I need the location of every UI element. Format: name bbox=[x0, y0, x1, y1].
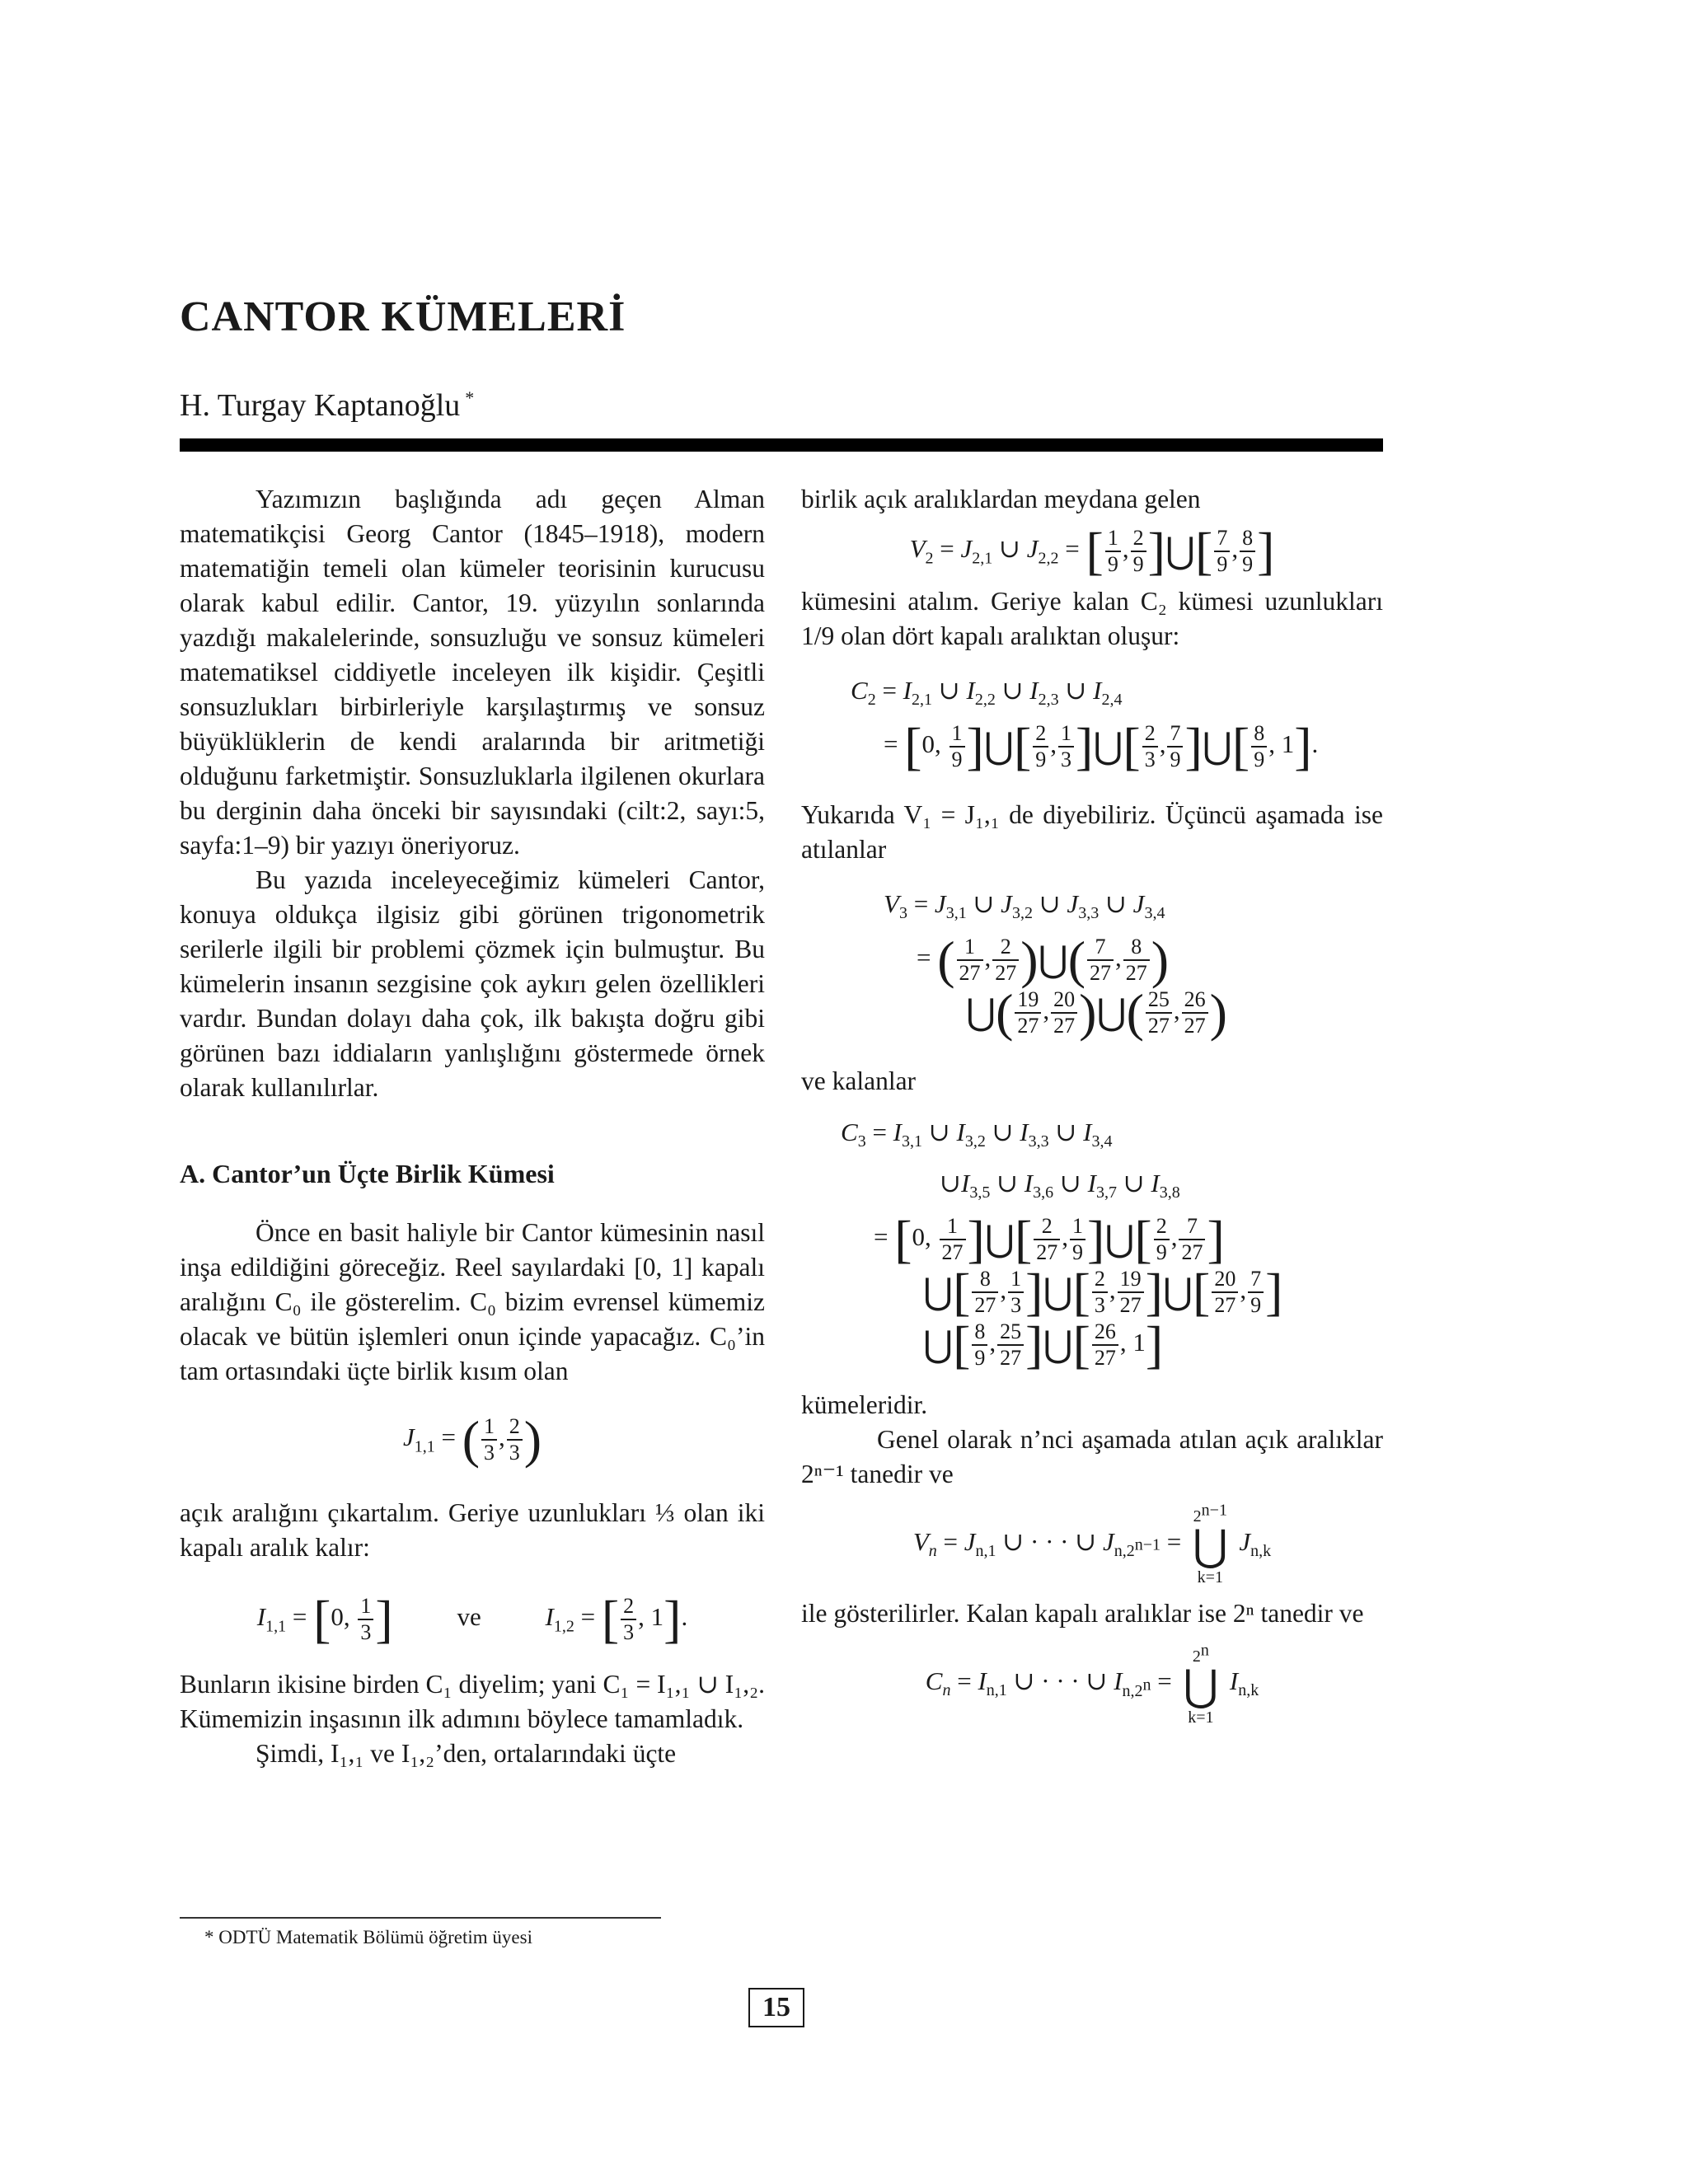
paragraph-c1: Bunların ikisine birden C₁ diyelim; yani C₁ = I₁,₁ ∪ I₁,₂. Kümemizin inşasının ilk adımını böylece tamamladık. bbox=[180, 1670, 765, 1733]
equation-v3: $V_3 = J_{3,1}$ ∪ $J_{3,2}$ ∪ $J_{3,3}$ ∪ $J_{3,4}$ = ( $\frac{1}{27}$ , $\frac{2}{27}$ )⋃( $\frac{7}{27}$ , $\frac{8}{27}$ ) ⋃( $\frac{19}{27}$ , $\frac{20}{27}$ )⋃( $\frac{25}{27}$ , $\frac{26}{27}$ ) bbox=[884, 889, 1227, 1043]
equation-j11: $J_{1,1}$ = ( $\frac{1}{3}$ , $\frac{2}{3}$ ) bbox=[402, 1410, 542, 1469]
equation-vn: $V_n = J_{n,1}$ ∪ · · · ∪ $J_{n,2^{n-1}} = 2^{n-1}$ ⋃ k=1 $J_{n,k}$ bbox=[912, 1501, 1272, 1587]
equation-c2: $C_2 = I_{2,1}$ ∪ $I_{2,2}$ ∪ $I_{2,3}$ ∪ $I_{2,4}$ = [0, $\frac{1}{9}$ ]⋃[ $\frac{2}{9}$ , $\frac{1}{3}$ ]⋃[ $\frac{2}{3}$ , $\frac{7}{9}$ ]⋃[ $\frac{8}{9}$ , 1]. bbox=[851, 676, 1319, 776]
page-title: CANTOR KÜMELERİ bbox=[180, 293, 626, 340]
paragraph-next-step: Şimdi, I₁,₁ ve I₁,₂’den, ortalarındaki üçte bbox=[256, 1739, 677, 1768]
page-number: 15 bbox=[748, 1988, 804, 2027]
author-footnote-mark: * bbox=[465, 387, 475, 409]
paragraph-closed-intervals: ile gösterilirler. Kalan kapalı aralıklar ise 2ⁿ tanedir ve bbox=[801, 1599, 1364, 1629]
paragraph-c2-intro: kümesini atalım. Geriye kalan C₂ kümesi uzunlukları 1/9 olan dört kapalı aralıktan oluşur: bbox=[801, 587, 1383, 650]
section-heading: A. Cantor’un Üçte Birlik Kümesi bbox=[180, 1159, 555, 1188]
paragraph-cantor-sets: Bu yazıda inceleyeceğimiz kümeleri Cantor, konuya oldukça ilgisiz gibi görünen trigonometrik serilerle ilgili bir problemi çözmek için bulmuştur. Bu kümelerin insanın sezgisine çok aykırı gelen özellikleri vardır. Bundan dolayı daha çok, ilk bakışta doğru gibi görünen bazı iddiaların yanlışlığını göstermede örnek olarak kullanılırlar. bbox=[180, 865, 765, 1102]
author-name: H. Turgay Kaptanoğlu bbox=[180, 388, 461, 423]
paragraph-construction: Önce en basit haliyle bir Cantor kümesinin nasıl inşa edildiğini göreceğiz. Reel sayılardaki [0, 1] kapalı aralığını C₀ ile gösterelim. C₀ bizim evrensel kümemiz olacak ve bütün işlemleri onun içinde yapacağız. C₀’in tam ortasındaki üçte birlik kısım olan bbox=[180, 1218, 765, 1385]
paragraph-open-intervals: birlik açık aralıklardan meydana gelen bbox=[801, 485, 1201, 513]
equation-c3: $C_3 = I_{3,1}$ ∪ $I_{3,2}$ ∪ $I_{3,3}$ ∪ $I_{3,4}$ $\cup I_{3,5}$ ∪ $I_{3,6}$ ∪ $I_{3,7}$ ∪ $I_{3,8}$ = [0, $\frac{1}{27}$ ]⋃[ $\frac{2}{27}$ , $\frac{1}{9}$ ]⋃[ $\frac{2}{9}$ , $\frac{7}{27}$ ] ⋃[ $\frac{8}{27}$ , $\frac{1}{3}$ ]⋃[ $\frac{2}{3}$ , $\frac{19}{27}$ ]⋃[ $\frac{20}{27}$ , $\frac{7}{9}$ ] ⋃[ $\frac{8}{9}$ , $\frac{25}{27}$ ]⋃[ $\frac{26}{27}$ , 1] bbox=[841, 1118, 1283, 1374]
equation-cn: $C_n = I_{n,1}$ ∪ · · · ∪ $I_{n,2^n} = 2^n$ ⋃ k=1 $I_{n,k}$ bbox=[925, 1641, 1259, 1727]
title-rule bbox=[180, 438, 1383, 452]
footnote-rule bbox=[180, 1917, 661, 1919]
footnote: * ODTÜ Matematik Bölümü öğretim üyesi bbox=[204, 1927, 532, 1947]
equation-i11-i12: $I_{1,1} = [0$, $\frac{1}{3}$ ] ve $I_{1,2}$ = [ $\frac{2}{3}$ , 1]. bbox=[256, 1590, 688, 1648]
equation-v2: $V_2 = J_{2,1}$ ∪ $J_{2,2}$ = [ $\frac{1}{9}$ , $\frac{2}{9}$ ]⋃[ $\frac{7}{9}$ , $\frac{8}{9}$ ] bbox=[909, 522, 1275, 580]
right-column bbox=[801, 482, 1383, 1736]
author bbox=[180, 387, 474, 424]
paragraph-v1: Yukarıda V₁ = J₁,₁ de diyebiliriz. Üçüncü aşamada ise atılanlar bbox=[801, 800, 1383, 865]
paragraph-and-remaining: ve kalanlar bbox=[801, 1066, 917, 1096]
paragraph-remove: açık aralığını çıkartalım. Geriye uzunlukları ⅓ olan iki kapalı aralık kalır: bbox=[180, 1498, 765, 1562]
left-column bbox=[180, 482, 765, 1771]
paragraph-sets: kümeleridir. bbox=[801, 1390, 928, 1419]
paragraph-general: Genel olarak n’nci aşamada atılan açık aralıklar 2ⁿ⁻¹ tanedir ve bbox=[801, 1424, 1383, 1488]
paragraph-intro: Yazımızın başlığında adı geçen Alman matematikçisi Georg Cantor (1845–1918), modern matematiğin temeli olan kümeler teorisinin kurucusu olarak kabul edilir. Cantor, 19. yüzyılın sonlarında yazdığı makalelerinde, sonsuzluğu ve sonsuz kümeleri matematiksel ciddiyetle inceleyen ilk kişidir. Çeşitli sonsuzlukları birbirleriyle karşılaştırmış ve sonsuz büyüklüklerin de kendi aralarında bir aritmetiği olduğunu farketmiştir. Sonsuzluklarla ilgilenen okurlara bu derginin daha önceki bir sayısındaki (cilt:2, sayı:5, sayfa:1–9) bir yazıyı öneriyoruz. bbox=[180, 485, 765, 860]
word-ve: ve bbox=[457, 1602, 481, 1632]
